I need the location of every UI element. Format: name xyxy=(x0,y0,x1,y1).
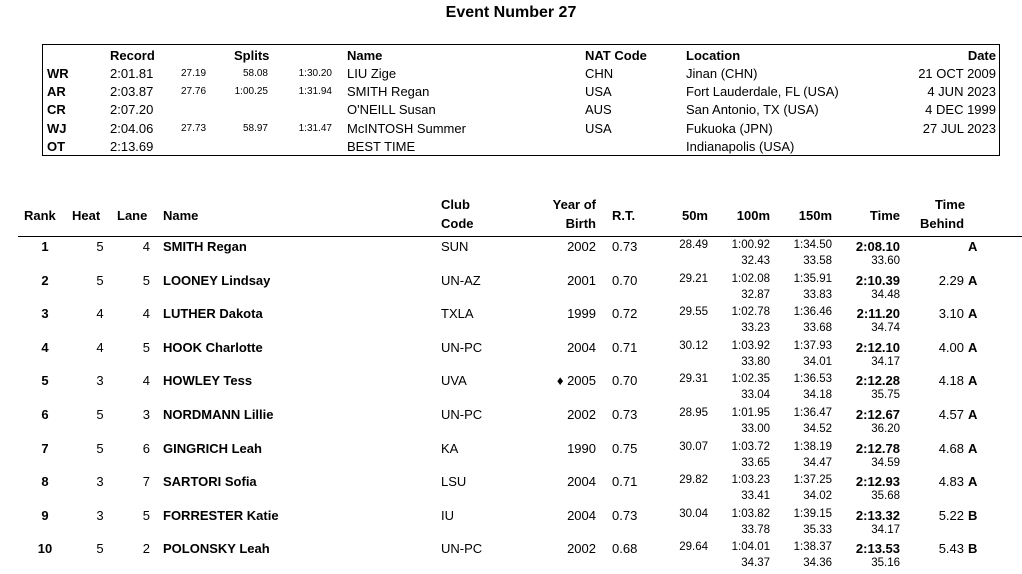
record-code: CR xyxy=(47,102,66,117)
result-rank: 9 xyxy=(41,507,49,523)
records-header-location: Location xyxy=(686,48,741,63)
result-row xyxy=(0,372,1022,406)
records-header-nat-code: NAT Code xyxy=(585,48,647,63)
result-row xyxy=(0,440,1022,474)
record-split-100: 58.97 xyxy=(242,123,268,134)
record-name: McINTOSH Summer xyxy=(347,121,466,136)
result-club: LSU xyxy=(441,474,467,490)
header-50m: 50m xyxy=(681,208,708,223)
result-split-50m: 30.07 xyxy=(679,440,708,453)
result-split-100m: 1:03.23 xyxy=(731,474,770,487)
result-final-time: 2:08.10 xyxy=(855,239,900,254)
result-rank: 2 xyxy=(41,272,49,288)
record-name: SMITH Regan xyxy=(347,84,430,99)
record-split-150: 1:30.20 xyxy=(298,68,332,79)
result-year-of-birth: 2004 xyxy=(567,339,596,355)
result-lap-100m: 33.41 xyxy=(741,490,770,503)
result-reaction-time: 0.73 xyxy=(612,407,638,422)
result-name: FORRESTER Katie xyxy=(163,507,279,523)
result-final-time: 2:13.53 xyxy=(855,541,900,557)
result-club: UVA xyxy=(441,373,467,389)
result-lane: 3 xyxy=(142,407,150,422)
result-reaction-time: 0.70 xyxy=(612,272,638,288)
result-name: LUTHER Dakota xyxy=(163,306,263,322)
result-lane: 4 xyxy=(142,306,150,322)
result-club: UN-AZ xyxy=(441,272,481,288)
result-name: SMITH Regan xyxy=(163,239,247,254)
result-lap-150m: 34.36 xyxy=(803,557,832,570)
result-lap-200m: 34.74 xyxy=(871,322,900,335)
result-lap-100m: 32.43 xyxy=(741,255,770,267)
result-split-150m: 1:35.91 xyxy=(793,272,832,285)
result-row xyxy=(0,305,1022,339)
result-qualification: B xyxy=(968,507,978,523)
result-qualification: A xyxy=(968,272,978,288)
header-time-behind-1: Time xyxy=(934,197,966,212)
record-code: AR xyxy=(47,84,66,99)
result-split-100m: 1:02.08 xyxy=(731,272,770,285)
result-lap-100m: 33.78 xyxy=(741,523,770,536)
result-lap-150m: 33.58 xyxy=(803,255,832,267)
result-lap-100m: 32.87 xyxy=(741,288,770,301)
result-heat: 5 xyxy=(96,407,104,422)
result-final-time: 2:12.78 xyxy=(855,440,900,456)
header-birth: Birth xyxy=(565,216,596,231)
result-qualification: A xyxy=(968,306,978,322)
result-row xyxy=(0,339,1022,373)
result-heat: 5 xyxy=(96,440,104,456)
result-lap-200m: 34.17 xyxy=(871,355,900,368)
result-time-behind: 4.57 xyxy=(938,407,964,422)
result-split-50m: 29.64 xyxy=(679,541,708,554)
record-nat: CHN xyxy=(585,66,614,81)
result-club: IU xyxy=(441,507,454,523)
header-rt: R.T. xyxy=(612,208,636,223)
result-reaction-time: 0.73 xyxy=(612,239,638,254)
record-date: 4 DEC 1999 xyxy=(925,102,996,117)
record-location: Indianapolis (USA) xyxy=(686,139,795,154)
record-location: Fort Lauderdale, FL (USA) xyxy=(686,84,839,99)
result-row xyxy=(0,507,1022,541)
result-heat: 4 xyxy=(96,306,104,322)
result-rank: 3 xyxy=(41,306,49,322)
result-year-of-birth: ♦ 2005 xyxy=(556,373,596,389)
result-lap-200m: 33.60 xyxy=(871,255,900,267)
result-qualification: A xyxy=(968,474,978,490)
result-split-100m: 1:03.82 xyxy=(731,507,770,520)
record-split-50: 27.73 xyxy=(181,123,207,134)
result-lap-150m: 34.01 xyxy=(803,355,832,368)
result-lap-200m: 35.75 xyxy=(871,389,900,402)
result-split-150m: 1:36.53 xyxy=(793,373,832,386)
result-name: POLONSKY Leah xyxy=(163,541,270,557)
result-name: LOONEY Lindsay xyxy=(163,272,271,288)
record-split-100: 58.08 xyxy=(242,68,268,79)
result-split-100m: 1:04.01 xyxy=(731,541,770,554)
result-time-behind: 5.22 xyxy=(938,507,964,523)
result-time-behind: 5.43 xyxy=(938,541,964,557)
header-150m: 150m xyxy=(798,208,832,223)
result-lane: 6 xyxy=(142,440,150,456)
result-final-time: 2:13.32 xyxy=(855,507,900,523)
record-row xyxy=(0,66,1022,84)
record-time: 2:13.69 xyxy=(110,139,154,154)
result-year-of-birth: 2001 xyxy=(567,272,596,288)
result-rank: 4 xyxy=(41,339,49,355)
records-header-splits: Splits xyxy=(234,48,270,63)
result-final-time: 2:12.67 xyxy=(855,407,900,422)
result-split-150m: 1:36.46 xyxy=(793,306,832,319)
result-qualification: A xyxy=(968,339,978,355)
result-year-of-birth: 2002 xyxy=(567,239,596,254)
result-club: TXLA xyxy=(441,306,474,322)
result-lap-200m: 35.68 xyxy=(871,490,900,503)
result-qualification: A xyxy=(968,373,978,389)
result-year-of-birth: 1999 xyxy=(567,306,596,322)
result-lane: 5 xyxy=(142,339,150,355)
header-time: Time xyxy=(869,208,900,223)
record-name: BEST TIME xyxy=(347,139,416,154)
result-lap-200m: 35.16 xyxy=(871,557,900,570)
result-heat: 5 xyxy=(96,272,104,288)
result-split-50m: 28.49 xyxy=(679,239,708,251)
result-year-of-birth: 1990 xyxy=(567,440,596,456)
result-reaction-time: 0.71 xyxy=(612,474,638,490)
result-name: GINGRICH Leah xyxy=(163,440,262,456)
result-club: SUN xyxy=(441,239,469,254)
result-split-150m: 1:38.19 xyxy=(793,440,832,453)
result-heat: 5 xyxy=(96,541,104,557)
result-final-time: 2:12.93 xyxy=(855,474,900,490)
result-reaction-time: 0.70 xyxy=(612,373,638,389)
result-final-time: 2:12.10 xyxy=(855,339,900,355)
record-row xyxy=(0,121,1022,139)
header-time-behind-2: Behind xyxy=(920,216,965,231)
header-year-of: Year of xyxy=(552,197,596,212)
records-header-name: Name xyxy=(347,48,383,63)
result-split-150m: 1:34.50 xyxy=(793,239,832,251)
result-lap-100m: 33.80 xyxy=(741,355,770,368)
result-lap-200m: 34.59 xyxy=(871,456,900,469)
result-name: HOWLEY Tess xyxy=(163,373,253,389)
result-lap-200m: 36.20 xyxy=(871,423,900,435)
result-split-100m: 1:00.92 xyxy=(731,239,770,251)
record-location: San Antonio, TX (USA) xyxy=(686,102,819,117)
result-club: UN-PC xyxy=(441,339,483,355)
result-lap-100m: 33.23 xyxy=(741,322,770,335)
header-name: Name xyxy=(163,208,199,223)
record-name: O'NEILL Susan xyxy=(347,102,436,117)
result-split-150m: 1:39.15 xyxy=(793,507,832,520)
result-year-of-birth: 2004 xyxy=(567,507,596,523)
result-split-100m: 1:01.95 xyxy=(731,407,770,419)
result-split-150m: 1:38.37 xyxy=(793,541,832,554)
result-heat: 3 xyxy=(96,474,104,490)
record-date: 4 JUN 2023 xyxy=(927,84,996,99)
result-rank: 1 xyxy=(41,239,49,254)
result-split-50m: 30.04 xyxy=(679,507,708,520)
header-heat: Heat xyxy=(72,208,101,223)
result-qualification: B xyxy=(968,541,978,557)
result-lap-200m: 34.17 xyxy=(871,523,900,536)
result-rank: 7 xyxy=(41,440,49,456)
result-lane: 5 xyxy=(142,507,150,523)
result-lane: 5 xyxy=(142,272,150,288)
result-reaction-time: 0.72 xyxy=(612,306,638,322)
record-time: 2:04.06 xyxy=(110,121,154,136)
records-header-date: Date xyxy=(967,48,996,63)
result-club: KA xyxy=(441,440,459,456)
record-code: OT xyxy=(47,139,66,154)
result-time-behind: 3.10 xyxy=(938,306,964,322)
result-split-50m: 29.82 xyxy=(679,474,708,487)
results-header xyxy=(0,195,1022,235)
record-name: LIU Zige xyxy=(347,66,397,81)
result-split-100m: 1:02.78 xyxy=(731,306,770,319)
record-location: Fukuoka (JPN) xyxy=(686,121,773,136)
result-reaction-time: 0.73 xyxy=(612,507,638,523)
result-heat: 3 xyxy=(96,507,104,523)
header-club: Club xyxy=(441,197,470,212)
record-row xyxy=(0,102,1022,120)
result-rank: 5 xyxy=(41,373,49,389)
result-time-behind: 4.00 xyxy=(938,339,964,355)
record-nat: USA xyxy=(585,84,612,99)
result-rank: 8 xyxy=(41,474,49,490)
result-lane: 4 xyxy=(142,373,150,389)
result-time-behind: 4.18 xyxy=(938,373,964,389)
result-row xyxy=(0,473,1022,507)
result-split-100m: 1:03.72 xyxy=(731,440,770,453)
record-code: WR xyxy=(47,66,69,81)
result-split-50m: 29.21 xyxy=(679,272,708,285)
record-split-50: 27.76 xyxy=(181,86,207,97)
result-lap-150m: 34.52 xyxy=(803,423,832,435)
record-row xyxy=(0,139,1022,157)
result-lap-100m: 33.00 xyxy=(741,423,770,435)
result-name: SARTORI Sofia xyxy=(163,474,257,490)
result-split-50m: 30.12 xyxy=(679,339,708,352)
result-reaction-time: 0.68 xyxy=(612,541,638,557)
result-reaction-time: 0.75 xyxy=(612,440,638,456)
result-row xyxy=(0,238,1022,272)
result-club: UN-PC xyxy=(441,541,483,557)
result-year-of-birth: 2004 xyxy=(567,474,596,490)
result-lane: 4 xyxy=(142,239,150,254)
header-lane: Lane xyxy=(117,208,148,223)
result-lap-150m: 34.02 xyxy=(803,490,832,503)
result-lane: 7 xyxy=(142,474,150,490)
result-time-behind: 2.29 xyxy=(938,272,964,288)
result-lane: 2 xyxy=(142,541,150,557)
result-split-150m: 1:37.93 xyxy=(793,339,832,352)
record-split-50: 27.19 xyxy=(181,68,207,79)
result-final-time: 2:11.20 xyxy=(856,306,900,322)
records-header-record: Record xyxy=(110,48,155,63)
result-club: UN-PC xyxy=(441,407,483,422)
result-rank: 10 xyxy=(37,541,53,557)
result-split-50m: 29.31 xyxy=(679,373,708,386)
record-date: 21 OCT 2009 xyxy=(918,66,996,81)
result-split-100m: 1:02.35 xyxy=(731,373,770,386)
result-qualification: A xyxy=(968,407,978,422)
event-title: Event Number 27 xyxy=(445,4,577,21)
record-time: 2:07.20 xyxy=(110,102,154,117)
result-final-time: 2:12.28 xyxy=(855,373,900,389)
result-lap-150m: 33.68 xyxy=(803,322,832,335)
result-row xyxy=(0,406,1022,440)
header-100m: 100m xyxy=(736,208,770,223)
result-heat: 3 xyxy=(96,373,104,389)
result-heat: 5 xyxy=(96,239,104,254)
record-nat: USA xyxy=(585,121,612,136)
result-lap-100m: 33.04 xyxy=(741,389,770,402)
result-row xyxy=(0,272,1022,306)
header-club-code: Code xyxy=(441,216,474,231)
result-lap-100m: 33.65 xyxy=(741,456,770,469)
result-split-50m: 28.95 xyxy=(679,407,708,419)
result-lap-150m: 33.83 xyxy=(803,288,832,301)
result-reaction-time: 0.71 xyxy=(612,339,638,355)
result-lap-150m: 35.33 xyxy=(803,523,832,536)
result-year-of-birth: 2002 xyxy=(567,407,596,422)
result-final-time: 2:10.39 xyxy=(855,272,900,288)
header-divider xyxy=(18,236,1022,237)
record-time: 2:03.87 xyxy=(110,84,154,99)
record-nat: AUS xyxy=(585,102,612,117)
result-lap-150m: 34.18 xyxy=(803,389,832,402)
result-rank: 6 xyxy=(41,407,49,422)
record-date: 27 JUL 2023 xyxy=(922,121,996,136)
header-rank: Rank xyxy=(24,208,56,223)
record-row xyxy=(0,84,1022,102)
result-name: HOOK Charlotte xyxy=(163,339,263,355)
result-lap-100m: 34.37 xyxy=(741,557,770,570)
record-time: 2:01.81 xyxy=(110,66,154,81)
result-name: NORDMANN Lillie xyxy=(163,407,274,422)
record-split-150: 1:31.47 xyxy=(298,123,332,134)
result-split-150m: 1:36.47 xyxy=(793,407,832,419)
result-qualification: A xyxy=(968,239,978,254)
result-qualification: A xyxy=(968,440,978,456)
result-time-behind: 4.83 xyxy=(938,474,964,490)
record-location: Jinan (CHN) xyxy=(686,66,758,81)
record-code: WJ xyxy=(47,121,67,136)
result-split-150m: 1:37.25 xyxy=(793,474,832,487)
result-lap-150m: 34.47 xyxy=(803,456,832,469)
record-split-150: 1:31.94 xyxy=(298,86,332,97)
result-time-behind: 4.68 xyxy=(938,440,964,456)
result-year-of-birth: 2002 xyxy=(567,541,596,557)
result-lap-200m: 34.48 xyxy=(871,288,900,301)
result-row xyxy=(0,540,1022,574)
result-split-100m: 1:03.92 xyxy=(731,339,770,352)
result-split-50m: 29.55 xyxy=(679,306,708,319)
result-heat: 4 xyxy=(96,339,104,355)
record-split-100: 1:00.25 xyxy=(234,86,268,97)
